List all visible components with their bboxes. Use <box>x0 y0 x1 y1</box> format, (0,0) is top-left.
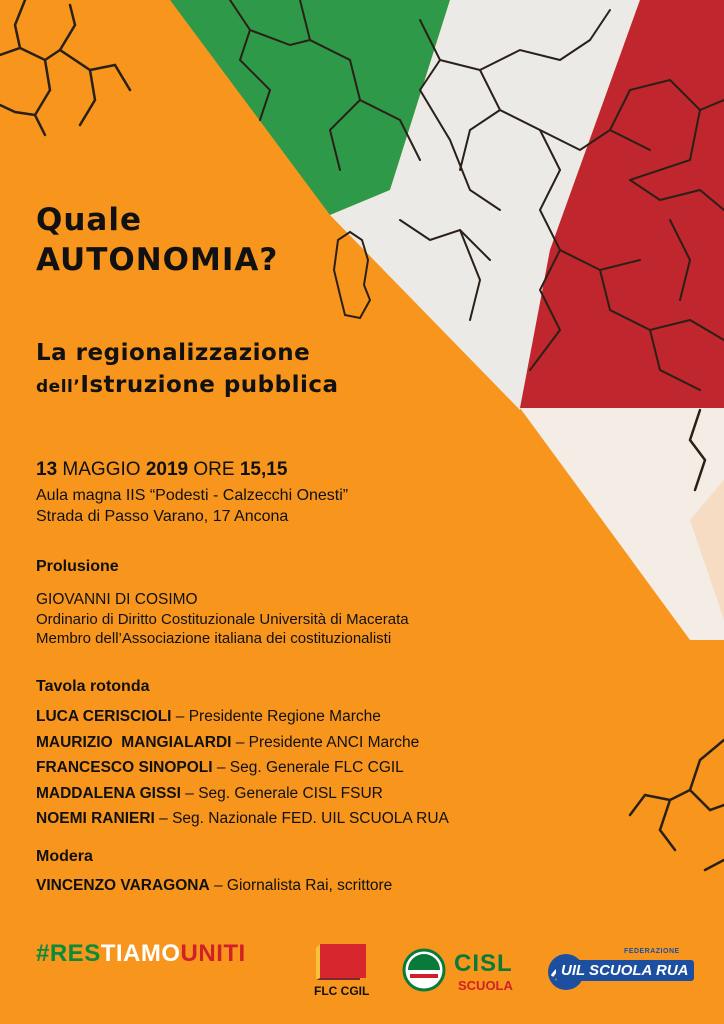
panelist-name: FRANCESCO SINOPOLI <box>36 759 213 776</box>
panelist-role: – Seg. Generale CISL FSUR <box>180 785 383 802</box>
event-year: 2019 <box>145 459 189 480</box>
event-ore-label: ORE <box>193 459 235 480</box>
cisl-main-label: CISL <box>454 950 513 977</box>
panelist-name: NOEMI RANIERI <box>36 810 155 827</box>
moderator-name: VINCENZO VARAGONA <box>36 877 210 894</box>
prolusione-role1: Ordinario di Diritto Costituzionale Università di Macerata <box>36 611 409 628</box>
prolusione-heading: Prolusione <box>36 558 119 575</box>
prolusione-role2: Membro dell’Associazione italiana dei costituzionalisti <box>36 630 392 647</box>
panelist-name: MADDALENA GISSI <box>36 785 181 802</box>
hashtag <box>36 940 246 968</box>
panelist-row <box>36 733 419 753</box>
panelist-row <box>36 758 404 778</box>
subtitle-main: Istruzione pubblica <box>80 372 339 398</box>
event-month: MAGGIO <box>62 459 141 480</box>
flc-cgil-logo <box>312 942 368 1002</box>
uil-main-label: UIL SCUOLA RUA <box>556 960 694 981</box>
hashtag-part2: TIAMO <box>100 940 181 967</box>
uil-scuola-rua-logo <box>546 946 696 996</box>
panelist-name: MAURIZIO MANGIALARDI <box>36 734 232 751</box>
event-date <box>36 458 287 482</box>
panelist-role: – Presidente Regione Marche <box>171 708 381 725</box>
subtitle-line1: La regionalizzazione <box>36 340 311 366</box>
cisl-sub-label: SCUOLA <box>458 978 513 993</box>
title-line1: Quale <box>36 202 142 238</box>
panelist-row <box>36 707 381 727</box>
subtitle-prefix: dell’ <box>36 377 81 397</box>
panelist-name: LUCA CERISCIOLI <box>36 708 172 725</box>
event-day: 13 <box>36 459 58 480</box>
cisl-scuola-logo <box>402 944 532 996</box>
title-line2: AUTONOMIA? <box>36 242 279 278</box>
tavola-heading: Tavola rotonda <box>36 678 150 695</box>
hashtag-part1: #RES <box>36 940 101 967</box>
moderator-role: – Giornalista Rai, scrittore <box>209 877 393 894</box>
modera-heading: Modera <box>36 848 93 865</box>
cisl-emblem-icon <box>402 948 446 992</box>
panelist-row <box>36 784 383 804</box>
panelist-role: – Presidente ANCI Marche <box>231 734 420 751</box>
flc-flag-icon <box>312 942 368 982</box>
panelist-role: – Seg. Generale FLC CGIL <box>212 759 404 776</box>
subtitle-line2 <box>36 370 339 402</box>
prolusione-speaker: GIOVANNI DI COSIMO <box>36 591 198 608</box>
moderator-row <box>36 876 392 896</box>
event-venue: Aula magna IIS “Podesti - Calzecchi Onesti” <box>36 487 349 504</box>
panelist-role: – Seg. Nazionale FED. UIL SCUOLA RUA <box>154 810 449 827</box>
panelist-row <box>36 809 449 829</box>
hashtag-part3: UNITI <box>180 940 246 967</box>
uil-top-label: FEDERAZIONE <box>624 948 680 955</box>
event-address: Strada di Passo Varano, 17 Ancona <box>36 508 289 525</box>
event-time: 15,15 <box>239 459 288 480</box>
flc-label: FLC CGIL <box>314 984 370 998</box>
